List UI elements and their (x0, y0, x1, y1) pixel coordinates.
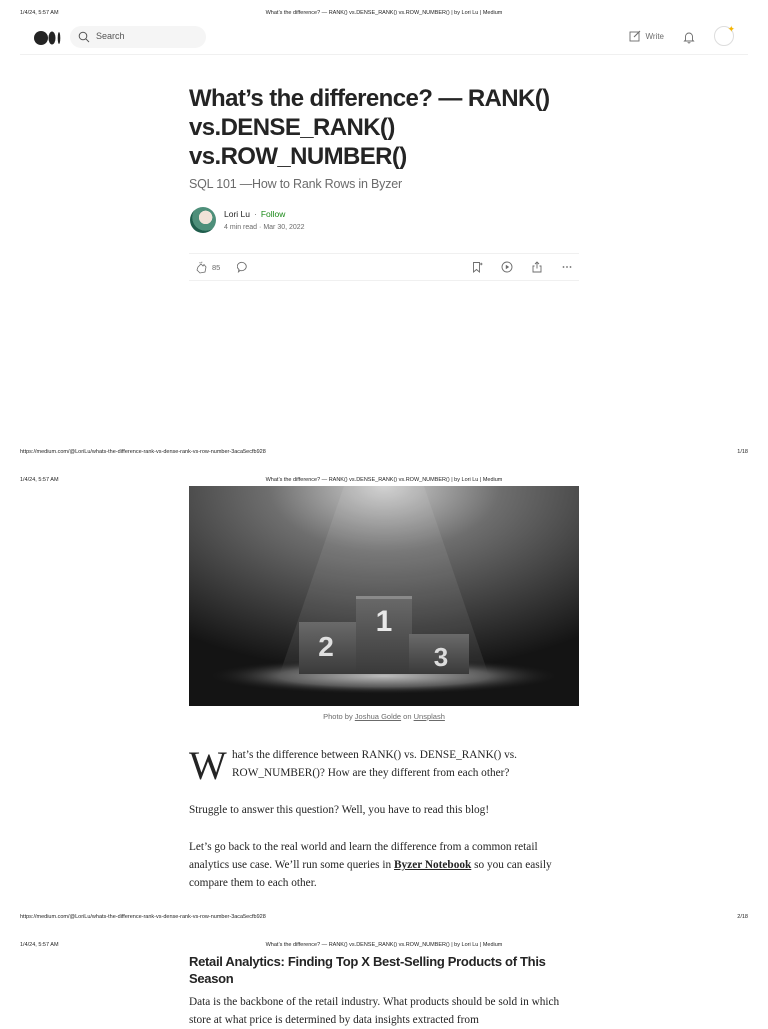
top-navigation (20, 24, 748, 55)
print-header-title: What’s the difference? — RANK() vs.DENSE_RANK() vs.ROW_NUMBER() | by Lori Lu | Medium (0, 942, 768, 948)
separator-dot: · (254, 209, 257, 219)
write-icon (629, 30, 641, 42)
clap-count: 85 (212, 263, 220, 272)
article-action-bar (189, 253, 579, 281)
podium-number-3: 3 (434, 642, 448, 672)
sparkle-icon: ✦ (727, 24, 735, 35)
share-icon[interactable] (531, 261, 543, 273)
play-icon[interactable] (501, 261, 513, 273)
print-header-title: What’s the difference? — RANK() vs.DENSE_RANK() vs.ROW_NUMBER() | by Lori Lu | Medium (0, 10, 768, 16)
author-line (224, 209, 285, 219)
author-name[interactable]: Lori Lu (224, 209, 250, 219)
paragraph-4: Data is the backbone of the retail industry. What products should be sold in which store at what price is determined by data insights extracted from (189, 993, 579, 1029)
author-avatar[interactable] (190, 207, 216, 233)
paragraph-intro: hat’s the difference between RANK() vs. DENSE_RANK() vs. ROW_NUMBER()? How are they different from each other? (232, 746, 578, 782)
publish-date: Mar 30, 2022 (263, 224, 304, 231)
article-title: What’s the difference? — RANK() vs.DENSE_RANK() vs.ROW_NUMBER() (189, 84, 579, 171)
print-footer-url: https://medium.com/@LoriLu/whats-the-difference-rank-vs-dense-rank-vs-row-number-3aca5ecfb928 (20, 914, 266, 920)
write-label: Write (645, 32, 664, 41)
user-avatar[interactable] (714, 26, 734, 46)
follow-button[interactable]: Follow (261, 209, 286, 219)
print-page-number: 1/18 (737, 449, 748, 455)
print-timestamp: 1/4/24, 5:57 AM (20, 10, 59, 16)
byzer-notebook-link[interactable]: Byzer Notebook (394, 859, 471, 871)
read-time: 4 min read (224, 224, 257, 231)
podium-photo (189, 486, 579, 706)
medium-logo-icon[interactable] (34, 30, 62, 46)
clap-icon (195, 261, 208, 274)
image-caption: Photo by Joshua Golde on Unsplash (189, 712, 579, 721)
podium-number-2: 2 (318, 631, 334, 662)
print-header-title: What’s the difference? — RANK() vs.DENSE_RANK() vs.ROW_NUMBER() | by Lori Lu | Medium (0, 477, 768, 483)
caption-author-link[interactable]: Joshua Golde (355, 712, 401, 721)
bookmark-icon[interactable] (471, 261, 483, 273)
clap-button[interactable] (195, 261, 220, 274)
section-heading: Retail Analytics: Finding Top X Best-Selling Products of This Season (189, 953, 579, 987)
caption-source-link[interactable]: Unsplash (414, 712, 445, 721)
more-icon[interactable] (561, 261, 573, 273)
bell-icon[interactable] (682, 30, 696, 44)
print-timestamp: 1/4/24, 5:57 AM (20, 942, 59, 948)
print-timestamp: 1/4/24, 5:57 AM (20, 477, 59, 483)
podium-number-1: 1 (376, 605, 393, 638)
paragraph-3: Let’s go back to the real world and learn the difference from a common retail analytics use case. We’ll run some queries in Byzer Notebook so you can easily compare them to each other. (189, 838, 579, 892)
paragraph-2: Struggle to answer this question? Well, you have to read this blog! (189, 801, 579, 819)
search-icon (78, 31, 90, 43)
write-button[interactable] (629, 30, 664, 42)
print-footer-url: https://medium.com/@LoriLu/whats-the-difference-rank-vs-dense-rank-vs-row-number-3aca5ecfb928 (20, 449, 266, 455)
print-page-number: 2/18 (737, 914, 748, 920)
article-meta: 4 min read · Mar 30, 2022 (224, 224, 305, 231)
search-placeholder: Search (96, 31, 125, 41)
comment-icon[interactable] (237, 261, 249, 273)
drop-cap: W (189, 746, 227, 786)
article-subtitle: SQL 101 —How to Rank Rows in Byzer (189, 177, 402, 191)
search-input[interactable] (70, 26, 206, 48)
